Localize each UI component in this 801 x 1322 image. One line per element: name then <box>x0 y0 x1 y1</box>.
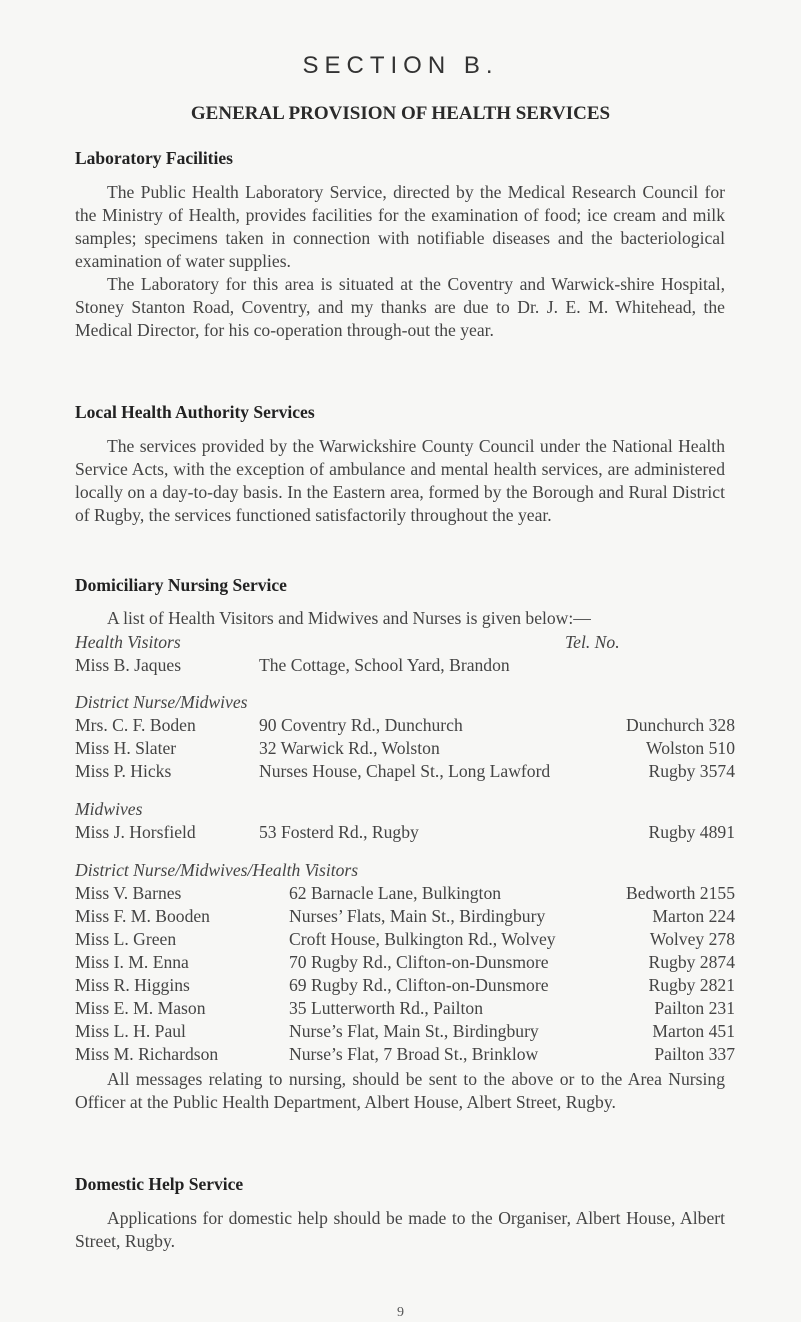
row-tel: Marton 451 <box>652 1021 735 1041</box>
row-name: Miss P. Hicks <box>75 761 172 781</box>
table-row <box>75 1021 735 1044</box>
page-number: 9 <box>397 1305 404 1320</box>
midwives-label: Midwives <box>75 799 143 819</box>
health-visitors-label: Health Visitors <box>75 632 181 652</box>
row-name: Miss J. Horsfield <box>75 822 196 842</box>
lab-paragraph-2 <box>75 273 725 342</box>
row-name: Miss L. Green <box>75 929 177 949</box>
row-tel: Bedworth 2155 <box>626 883 735 903</box>
table-row <box>75 822 735 845</box>
row-tel: Marton 224 <box>652 906 735 926</box>
row-name: Miss L. H. Paul <box>75 1021 186 1041</box>
row-name: Miss E. M. Mason <box>75 998 206 1018</box>
dhs-paragraph-1 <box>75 1207 725 1253</box>
table-row <box>75 929 735 952</box>
row-address: 90 Coventry Rd., Dunchurch <box>259 715 463 735</box>
dhs-paragraph-1-text: Applications for domestic help should be made to the Organiser, Albert House, Albert Street, Rugby. <box>75 1208 725 1251</box>
table-row <box>75 738 735 761</box>
row-address: Nurses House, Chapel St., Long Lawford <box>259 761 551 781</box>
lha-paragraph-1 <box>75 435 725 527</box>
row-name: Miss V. Barnes <box>75 883 182 903</box>
district-nurse-midwives-hv-label: District Nurse/Midwives/Health Visitors <box>75 860 359 880</box>
table-row <box>75 1044 735 1067</box>
row-tel: Pailton 231 <box>654 998 735 1018</box>
nursing-messages-paragraph <box>75 1068 725 1114</box>
row-name: Miss B. Jaques <box>75 655 182 675</box>
row-tel: Wolston 510 <box>646 738 735 758</box>
table-row <box>75 655 735 678</box>
row-tel: Rugby 3574 <box>648 761 735 781</box>
row-address: 70 Rugby Rd., Clifton-on-Dunsmore <box>289 952 549 972</box>
table-row <box>75 906 735 929</box>
row-address: 69 Rugby Rd., Clifton-on-Dunsmore <box>289 975 549 995</box>
row-name: Miss R. Higgins <box>75 975 190 995</box>
lha-heading: Local Health Authority Services <box>75 402 315 422</box>
table-row <box>75 975 735 998</box>
row-name: Mrs. C. F. Boden <box>75 715 196 735</box>
table-row <box>75 761 735 784</box>
dns-intro <box>75 608 735 631</box>
row-name: Miss I. M. Enna <box>75 952 189 972</box>
row-tel: Pailton 337 <box>654 1044 735 1064</box>
row-address: 35 Lutterworth Rd., Pailton <box>289 998 484 1018</box>
row-tel: Rugby 2821 <box>648 975 735 995</box>
row-name: Miss H. Slater <box>75 738 177 758</box>
lab-paragraph-1 <box>75 181 725 273</box>
row-address: The Cottage, School Yard, Brandon <box>259 655 510 675</box>
row-tel: Dunchurch 328 <box>626 715 735 735</box>
dns-heading: Domiciliary Nursing Service <box>75 575 287 595</box>
row-address: Nurse’s Flat, Main St., Birdingbury <box>289 1021 539 1041</box>
table-row <box>75 952 735 975</box>
lab-heading: Laboratory Facilities <box>75 148 233 168</box>
lha-paragraph-1-text: The services provided by the Warwickshire County Council under the National Health Service Acts, with the exception of ambulance and mental health services, are administered locally on a day-to-day basis. In the Eastern area, formed by the Borough and Rural District of Rugby, the services functioned satisfactorily throughout the year. <box>75 436 725 525</box>
row-address: Croft House, Bulkington Rd., Wolvey <box>289 929 556 949</box>
row-address: 62 Barnacle Lane, Bulkington <box>289 883 502 903</box>
dns-intro-text: A list of Health Visitors and Midwives and Nurses is given below:— <box>107 608 591 628</box>
row-address: Nurse’s Flat, 7 Broad St., Brinklow <box>289 1044 539 1064</box>
section-title: SECTION B. <box>302 52 499 79</box>
row-name: Miss M. Richardson <box>75 1044 219 1064</box>
row-address: Nurses’ Flats, Main St., Birdingbury <box>289 906 546 926</box>
table-row <box>75 715 735 738</box>
row-tel: Wolvey 278 <box>649 929 735 949</box>
nursing-messages-text: All messages relating to nursing, should be sent to the above or to the Area Nursing Officer at the Public Health Department, Albert House, Albert Street, Rugby. <box>75 1069 725 1112</box>
tel-no-label: Tel. No. <box>565 632 620 652</box>
row-name: Miss F. M. Booden <box>75 906 210 926</box>
dhs-heading: Domestic Help Service <box>75 1174 244 1194</box>
row-tel: Rugby 2874 <box>648 952 735 972</box>
table-row <box>75 998 735 1021</box>
row-address: 32 Warwick Rd., Wolston <box>259 738 440 758</box>
table-row <box>75 883 735 906</box>
lab-paragraph-2-text: The Laboratory for this area is situated at the Coventry and Warwick-shire Hospital, Stoney Stanton Road, Coventry, and my thanks are due to Dr. J. E. M. Whitehead, the Medical Director, for his co-operation through-out the year. <box>75 274 725 340</box>
main-heading: GENERAL PROVISION OF HEALTH SERVICES <box>190 103 611 124</box>
row-tel: Rugby 4891 <box>648 822 735 842</box>
row-address: 53 Fosterd Rd., Rugby <box>259 822 419 842</box>
lab-paragraph-1-text: The Public Health Laboratory Service, directed by the Medical Research Council for the Ministry of Health, provides facilities for the examination of food; ice cream and milk samples; specimens taken in connection with notifiable diseases and the bacteriological examination of water supplies. <box>75 182 725 271</box>
district-nurse-midwives-label: District Nurse/Midwives <box>75 692 248 712</box>
